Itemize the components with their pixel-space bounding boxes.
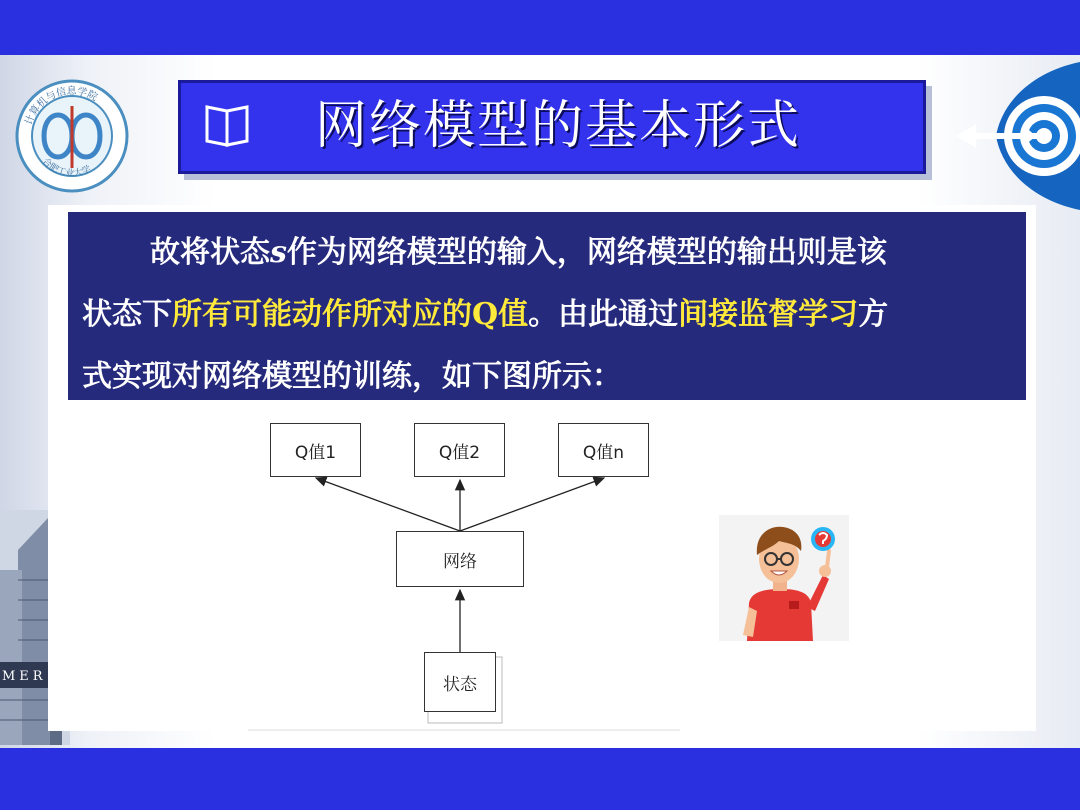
logo-text-top: 计算机与信息学院 xyxy=(23,85,100,127)
highlight-indirect-supervision: 间接监督学习 xyxy=(678,297,859,332)
line2-part3: 方 xyxy=(858,297,889,332)
q-value-node-n: Q值n xyxy=(558,423,649,477)
slide-title: 网络模型的基本形式 xyxy=(315,96,802,156)
target-arrow-icon xyxy=(952,62,1080,210)
line1-part1: 故将状态 xyxy=(150,235,270,270)
state-variable: s xyxy=(270,235,287,270)
slide-title-box xyxy=(178,80,926,174)
open-book-icon xyxy=(203,103,251,147)
line3: 式实现对网络模型的训练，如下图所示： xyxy=(82,359,622,394)
bottom-band xyxy=(0,748,1080,810)
q-value-node-1: Q值1 xyxy=(270,423,361,477)
thinking-person-icon xyxy=(719,515,849,641)
logo-text-bottom: 合肥工业大学 xyxy=(40,156,93,180)
description-text xyxy=(82,222,1020,408)
building-sign: MER xyxy=(2,669,47,684)
highlight-q-values: 所有可能动作所对应的Q值 xyxy=(172,297,529,332)
network-node: 网络 xyxy=(396,531,524,587)
state-node: 状态 xyxy=(424,652,496,712)
university-seal-icon xyxy=(14,78,130,194)
line1-part2: 作为网络模型的输入，网络模型的输出则是该 xyxy=(286,235,887,270)
line2-part1: 状态下 xyxy=(82,297,172,332)
line2-part2: 。由此通过 xyxy=(528,297,679,332)
top-band xyxy=(0,0,1080,55)
q-value-node-2: Q值2 xyxy=(414,423,505,477)
